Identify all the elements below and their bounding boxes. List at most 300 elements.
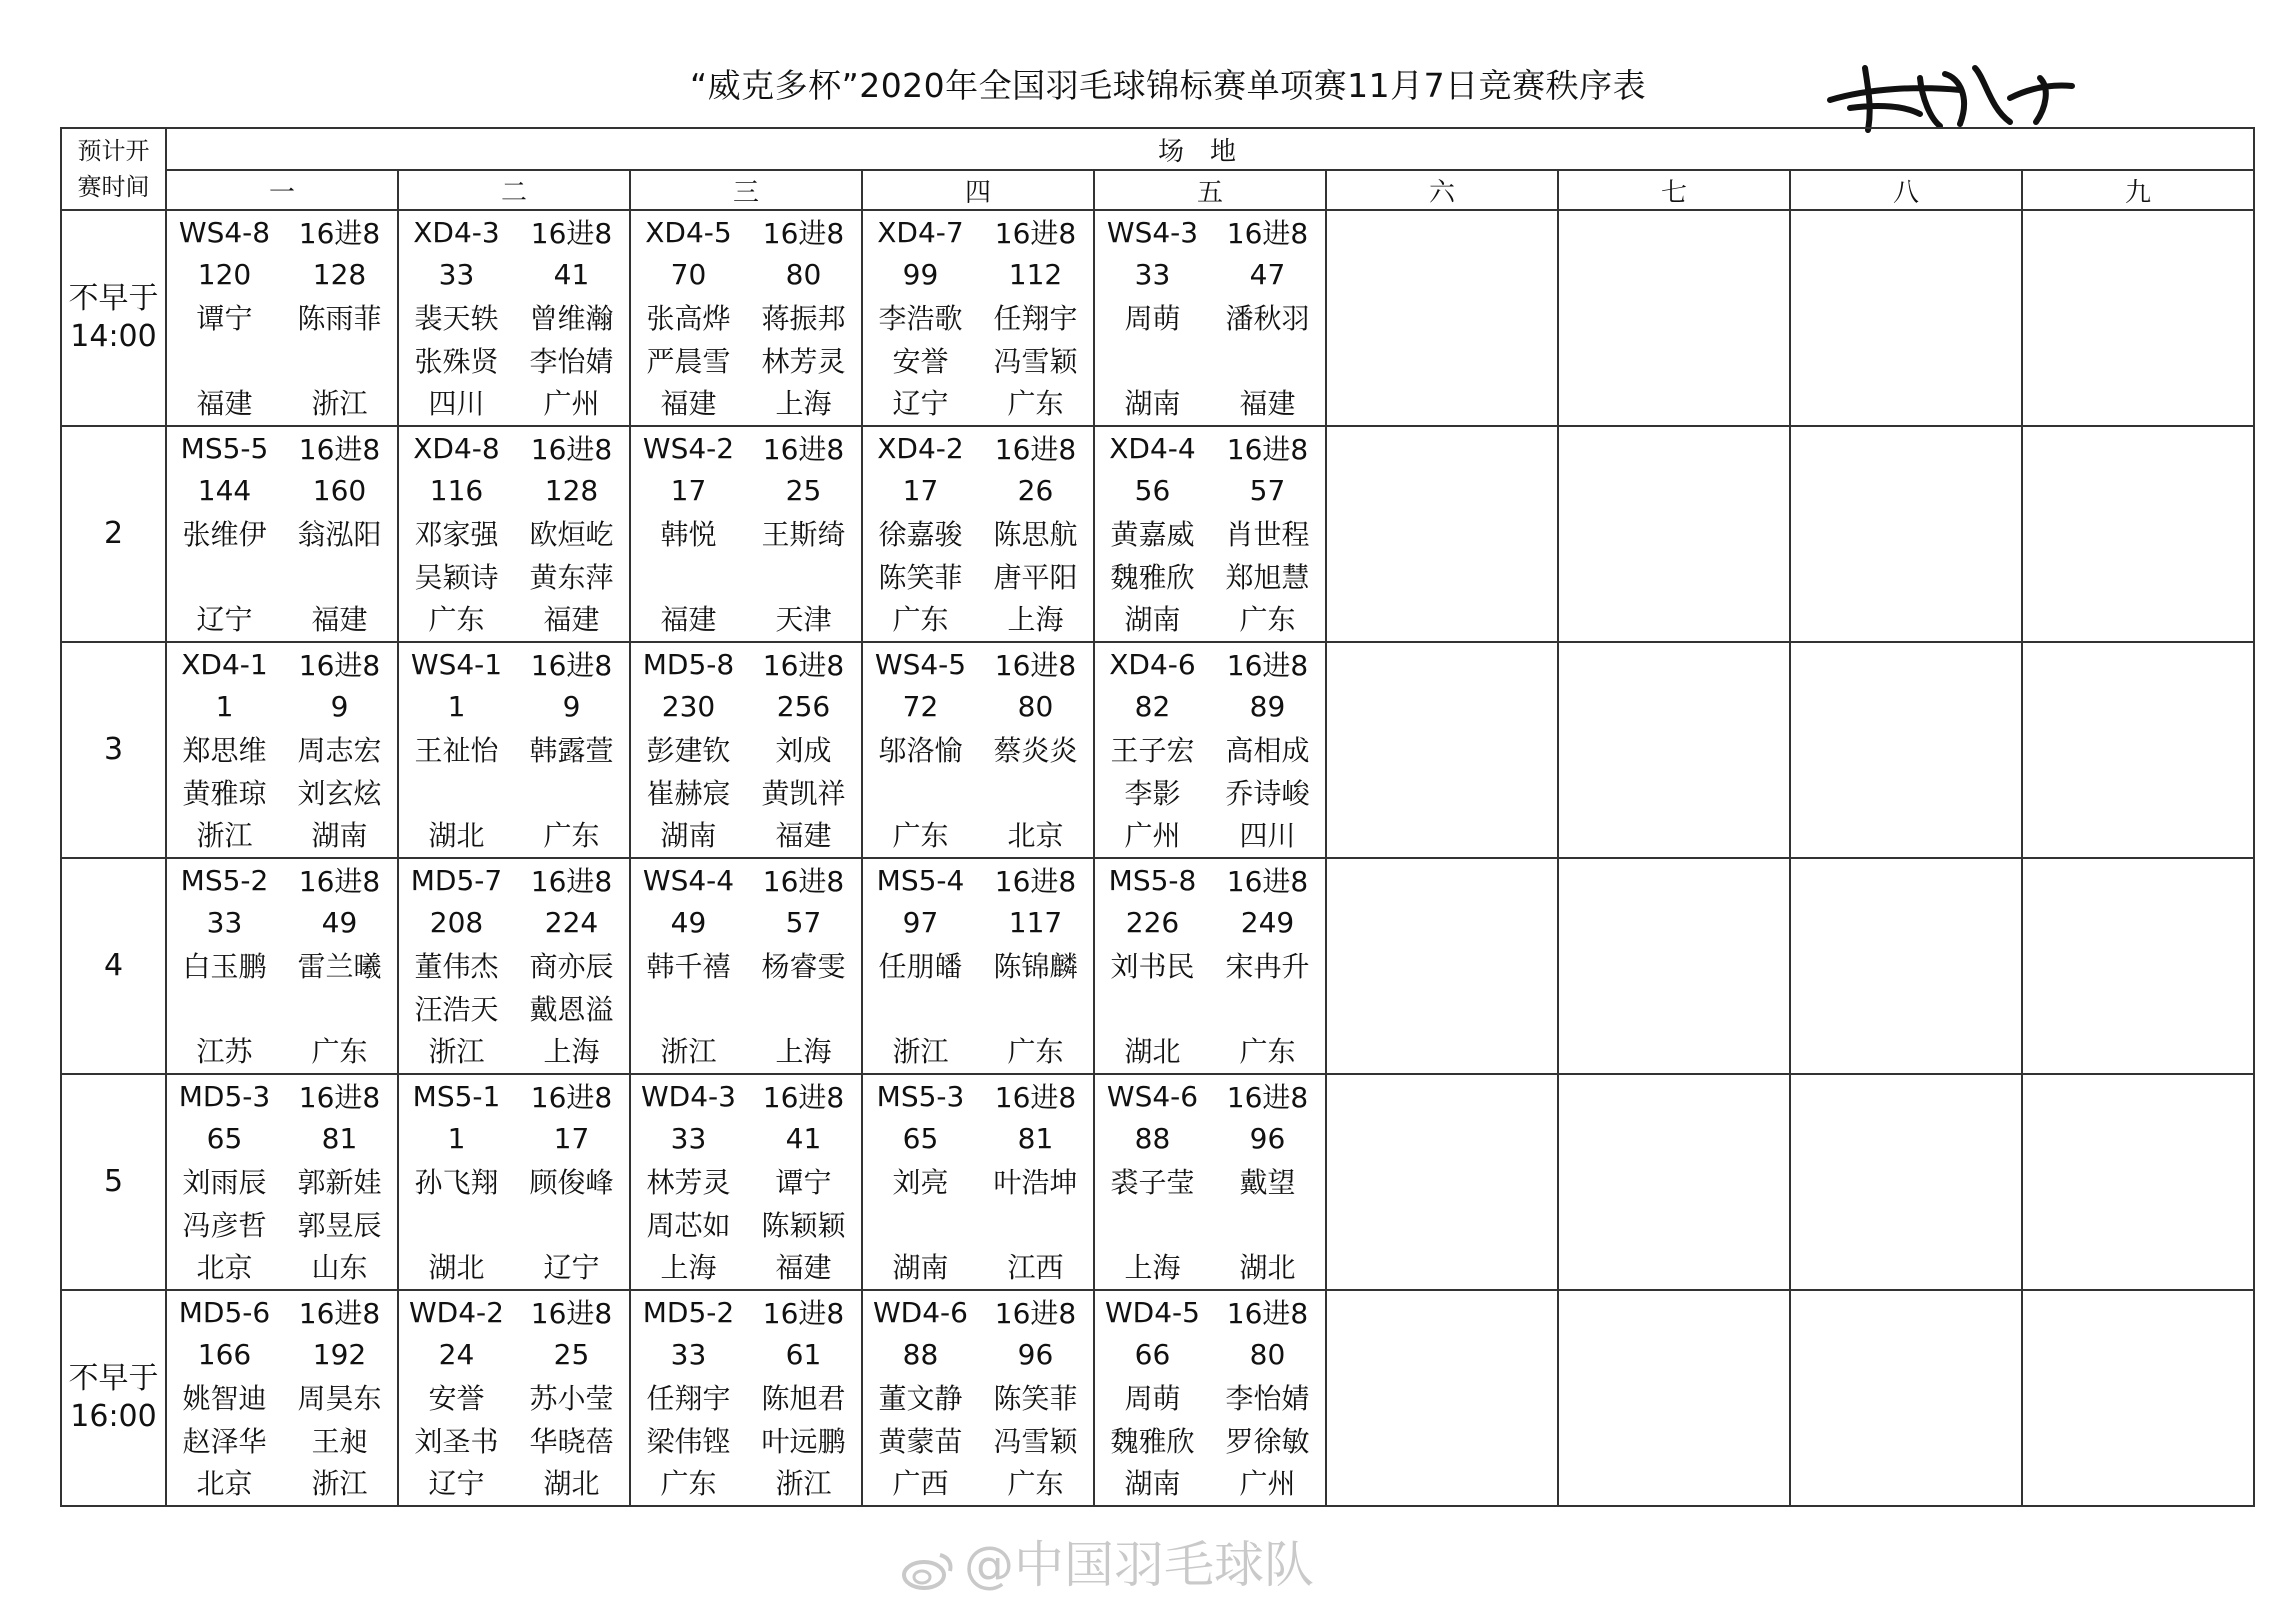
- player-row-1: [631, 1160, 861, 1203]
- seed-row: [399, 1334, 629, 1377]
- match-num1: 65: [902, 1122, 939, 1156]
- province-row: [167, 1245, 397, 1288]
- time-slot-cell: [61, 858, 166, 1074]
- match-num2: 26: [1017, 474, 1054, 508]
- player-row-1: [863, 1376, 1093, 1419]
- match-code: WS4-4: [642, 863, 735, 897]
- player-row-1: [167, 296, 397, 339]
- seed-row: [631, 254, 861, 297]
- match-num2: 192: [312, 1338, 367, 1372]
- match-p1b: 黄雅琼: [182, 776, 267, 810]
- province-row: [1095, 597, 1325, 640]
- match-p1b: 陈笑菲: [878, 560, 963, 594]
- player-row-2: [863, 555, 1093, 598]
- match-num2: 96: [1017, 1338, 1054, 1372]
- match-p2b: 叶远鹏: [761, 1424, 846, 1458]
- match-round: 16进8: [530, 217, 613, 251]
- time-slot-row: [61, 426, 2254, 642]
- match-num2: 25: [785, 474, 822, 508]
- match-p2a: 王斯绮: [761, 518, 846, 552]
- match-round: 16进8: [994, 433, 1077, 467]
- match-prov2: 广东: [311, 1035, 368, 1069]
- match-p1a: 李浩歌: [878, 302, 963, 336]
- province-row: [167, 813, 397, 856]
- match-p1a: 韩悦: [660, 518, 717, 552]
- match-p1a: 孙飞翔: [414, 1166, 499, 1200]
- court-header-6: 六: [1326, 170, 1558, 210]
- match-num2: 57: [1249, 474, 1286, 508]
- match-prov1: 四川: [428, 387, 485, 421]
- match-p2a: 陈雨菲: [297, 302, 382, 336]
- match-code: WD4-3: [641, 1079, 736, 1113]
- match-cell: [862, 1074, 1094, 1290]
- event-code-row: [167, 427, 397, 470]
- player-row-1: [631, 944, 861, 987]
- match-p2a: 陈笑菲: [993, 1382, 1078, 1416]
- match-code: WS4-5: [874, 647, 967, 681]
- match-num2: 80: [1249, 1338, 1286, 1372]
- player-row-1: [399, 1376, 629, 1419]
- court-header-8: 八: [1790, 170, 2022, 210]
- match-p1a: 刘雨辰: [182, 1166, 267, 1200]
- event-code-row: [1095, 1291, 1325, 1334]
- player-row-2: [1095, 771, 1325, 814]
- match-prov1: 湖南: [892, 1251, 949, 1285]
- match-p2a: 商亦辰: [529, 950, 614, 984]
- match-p2b: 华晓蓓: [529, 1424, 614, 1458]
- event-code-row: [631, 643, 861, 686]
- match-p2a: 欧烜屹: [529, 518, 614, 552]
- match-num2: 112: [1008, 258, 1063, 292]
- player-row-1: [399, 1160, 629, 1203]
- empty-court-cell: [1326, 426, 1558, 642]
- match-code: WD4-5: [1105, 1295, 1200, 1329]
- match-p1a: 刘亮: [892, 1166, 949, 1200]
- match-prov1: 上海: [1124, 1251, 1181, 1285]
- match-code: MS5-4: [876, 863, 965, 897]
- match-code: XD4-1: [181, 647, 268, 681]
- player-row-2: [631, 1203, 861, 1246]
- empty-court-cell: [1558, 858, 1790, 1074]
- match-prov1: 福建: [660, 387, 717, 421]
- match-code: WS4-8: [178, 215, 271, 249]
- player-row-2: [399, 339, 629, 382]
- time-slot-time-line2: 3: [103, 732, 124, 767]
- match-round: 16进8: [1226, 1081, 1309, 1115]
- event-code-row: [167, 1075, 397, 1118]
- match-num2: 128: [544, 474, 599, 508]
- seed-row: [399, 902, 629, 945]
- seed-row: [631, 902, 861, 945]
- match-cell: [630, 642, 862, 858]
- seed-row: [399, 1118, 629, 1161]
- player-row-2: [399, 771, 629, 814]
- match-p1a: 周萌: [1124, 1382, 1181, 1416]
- empty-court-cell: [1326, 210, 1558, 426]
- match-p2b: 冯雪颖: [993, 344, 1078, 378]
- player-row-2: [399, 1203, 629, 1246]
- match-prov2: 广东: [1007, 387, 1064, 421]
- province-row: [863, 1461, 1093, 1504]
- time-slot-row: [61, 210, 2254, 426]
- match-p2b: 郭昱辰: [297, 1208, 382, 1242]
- match-prov1: 湖北: [1124, 1035, 1181, 1069]
- match-cell: [630, 1290, 862, 1506]
- match-cell: [630, 1074, 862, 1290]
- match-num2: 41: [553, 258, 590, 292]
- match-p2b: 王昶: [311, 1424, 368, 1458]
- match-p2a: 戴望: [1239, 1166, 1296, 1200]
- province-row: [631, 597, 861, 640]
- player-row-2: [863, 1203, 1093, 1246]
- match-code: XD4-7: [877, 215, 964, 249]
- match-code: XD4-4: [1109, 431, 1196, 465]
- seed-row: [631, 1334, 861, 1377]
- player-row-1: [399, 944, 629, 987]
- seed-row: [1095, 1118, 1325, 1161]
- match-code: WS4-3: [1106, 215, 1199, 249]
- match-prov2: 山东: [311, 1251, 368, 1285]
- province-row: [1095, 813, 1325, 856]
- province-row: [863, 597, 1093, 640]
- match-prov2: 上海: [775, 1035, 832, 1069]
- player-row-2: [1095, 339, 1325, 382]
- match-cell: [398, 1074, 630, 1290]
- match-p2b: 冯雪颖: [993, 1424, 1078, 1458]
- match-p2b: 黄凯祥: [761, 776, 846, 810]
- player-row-1: [863, 944, 1093, 987]
- match-p2a: 宋冉升: [1225, 950, 1310, 984]
- player-row-2: [863, 771, 1093, 814]
- match-num2: 17: [553, 1122, 590, 1156]
- match-p1b: 黄蒙苗: [878, 1424, 963, 1458]
- player-row-1: [399, 296, 629, 339]
- match-num1: 230: [661, 690, 716, 724]
- match-round: 16进8: [762, 1297, 845, 1331]
- empty-court-cell: [1558, 210, 1790, 426]
- player-row-2: [631, 339, 861, 382]
- empty-court-cell: [1790, 1290, 2022, 1506]
- match-prov1: 福建: [660, 603, 717, 637]
- match-num1: 33: [206, 906, 243, 940]
- match-num1: 24: [438, 1338, 475, 1372]
- seed-row: [863, 1334, 1093, 1377]
- player-row-2: [167, 339, 397, 382]
- event-code-row: [167, 1291, 397, 1334]
- seed-row: [1095, 254, 1325, 297]
- match-round: 16进8: [762, 217, 845, 251]
- match-prov1: 广东: [660, 1467, 717, 1501]
- empty-court-cell: [2022, 858, 2254, 1074]
- match-cell: [166, 1290, 398, 1506]
- player-row-1: [167, 728, 397, 771]
- match-prov2: 广东: [543, 819, 600, 853]
- player-row-1: [631, 728, 861, 771]
- match-round: 16进8: [298, 433, 381, 467]
- match-prov2: 上海: [543, 1035, 600, 1069]
- match-code: MS5-3: [876, 1079, 965, 1113]
- seed-row: [863, 902, 1093, 945]
- match-round: 16进8: [1226, 865, 1309, 899]
- match-prov1: 湖南: [1124, 387, 1181, 421]
- match-p2a: 雷兰曦: [297, 950, 382, 984]
- match-p1b: 汪浩天: [414, 992, 499, 1026]
- player-row-1: [167, 512, 397, 555]
- match-p2b: 唐平阳: [993, 560, 1078, 594]
- match-code: XD4-2: [877, 431, 964, 465]
- match-code: MD5-8: [642, 647, 735, 681]
- match-code: MD5-6: [178, 1295, 271, 1329]
- match-p2a: 叶浩坤: [993, 1166, 1078, 1200]
- match-p1b: 崔赫宸: [646, 776, 731, 810]
- match-p1b: 李影: [1124, 776, 1181, 810]
- match-cell: [630, 858, 862, 1074]
- seed-row: [167, 686, 397, 729]
- match-prov2: 四川: [1239, 819, 1296, 853]
- match-code: MS5-2: [180, 863, 269, 897]
- match-cell: [862, 1290, 1094, 1506]
- match-num1: 49: [670, 906, 707, 940]
- match-p1a: 白玉鹏: [182, 950, 267, 984]
- time-slot-cell: [61, 642, 166, 858]
- player-row-2: [1095, 987, 1325, 1030]
- match-p1a: 彭建钦: [646, 734, 731, 768]
- match-round: 16进8: [1226, 649, 1309, 683]
- match-num2: 61: [785, 1338, 822, 1372]
- match-cell: [630, 426, 862, 642]
- match-round: 16进8: [762, 865, 845, 899]
- court-header-3: 三: [630, 170, 862, 210]
- match-prov1: 湖南: [1124, 603, 1181, 637]
- province-row: [1095, 381, 1325, 424]
- match-prov2: 浙江: [775, 1467, 832, 1501]
- match-cell: [862, 210, 1094, 426]
- empty-court-cell: [1790, 426, 2022, 642]
- match-num1: 33: [1134, 258, 1171, 292]
- watermark-text: @中国羽毛球队: [964, 1536, 1314, 1594]
- match-p1b: 周芯如: [646, 1208, 731, 1242]
- match-p1b: 张殊贤: [414, 344, 499, 378]
- match-num1: 70: [670, 258, 707, 292]
- court-header-row: [61, 170, 2254, 210]
- match-num2: 80: [785, 258, 822, 292]
- match-num1: 1: [215, 690, 234, 724]
- match-prov1: 北京: [196, 1251, 253, 1285]
- match-code: WS4-1: [410, 647, 503, 681]
- seed-row: [399, 686, 629, 729]
- seed-row: [631, 686, 861, 729]
- seed-row: [1095, 1334, 1325, 1377]
- match-cell: [1094, 426, 1326, 642]
- match-p2b: 戴恩溢: [529, 992, 614, 1026]
- match-p1a: 张高烨: [646, 302, 731, 336]
- time-slot-time-line2: 16:00: [70, 1399, 157, 1434]
- player-row-2: [631, 555, 861, 598]
- event-code-row: [399, 1291, 629, 1334]
- province-row: [399, 1029, 629, 1072]
- match-round: 16进8: [530, 1297, 613, 1331]
- match-num1: 97: [902, 906, 939, 940]
- player-row-2: [863, 1419, 1093, 1462]
- match-prov2: 福建: [775, 819, 832, 853]
- match-num2: 89: [1249, 690, 1286, 724]
- empty-court-cell: [1558, 1074, 1790, 1290]
- match-code: MS5-5: [180, 431, 269, 465]
- match-num1: 88: [902, 1338, 939, 1372]
- event-code-row: [399, 211, 629, 254]
- match-code: MD5-7: [410, 863, 503, 897]
- province-row: [863, 1029, 1093, 1072]
- player-row-1: [863, 512, 1093, 555]
- match-prov2: 天津: [775, 603, 832, 637]
- event-code-row: [631, 859, 861, 902]
- province-row: [1095, 1245, 1325, 1288]
- match-p1a: 董文静: [878, 1382, 963, 1416]
- match-p2a: 蒋振邦: [761, 302, 846, 336]
- event-code-row: [631, 1075, 861, 1118]
- match-num1: 17: [902, 474, 939, 508]
- match-num1: 88: [1134, 1122, 1171, 1156]
- event-code-row: [863, 643, 1093, 686]
- match-num2: 9: [330, 690, 349, 724]
- match-p2b: 林芳灵: [761, 344, 846, 378]
- seed-row: [863, 1118, 1093, 1161]
- match-cell: [1094, 1290, 1326, 1506]
- empty-court-cell: [1558, 426, 1790, 642]
- match-p2a: 苏小莹: [529, 1382, 614, 1416]
- match-prov2: 广州: [1239, 1467, 1296, 1501]
- province-row: [399, 1245, 629, 1288]
- match-round: 16进8: [762, 649, 845, 683]
- match-cell: [166, 642, 398, 858]
- player-row-2: [167, 987, 397, 1030]
- court-header-9: 九: [2022, 170, 2254, 210]
- match-round: 16进8: [530, 1081, 613, 1115]
- match-code: WS4-2: [642, 431, 735, 465]
- match-cell: [166, 858, 398, 1074]
- province-row: [1095, 1029, 1325, 1072]
- match-round: 16进8: [994, 1081, 1077, 1115]
- match-p2a: 潘秋羽: [1225, 302, 1310, 336]
- match-round: 16进8: [1226, 1297, 1309, 1331]
- match-num2: 81: [1017, 1122, 1054, 1156]
- match-p2a: 曾维瀚: [529, 302, 614, 336]
- match-round: 16进8: [994, 1297, 1077, 1331]
- match-num1: 1: [447, 690, 466, 724]
- match-num1: 82: [1134, 690, 1171, 724]
- match-prov2: 江西: [1007, 1251, 1064, 1285]
- match-num2: 81: [321, 1122, 358, 1156]
- match-prov1: 浙江: [428, 1035, 485, 1069]
- match-p1a: 任朋皤: [878, 950, 963, 984]
- match-p2a: 韩露萱: [529, 734, 614, 768]
- time-slot-row: [61, 642, 2254, 858]
- match-round: 16进8: [994, 865, 1077, 899]
- match-cell: [630, 210, 862, 426]
- match-prov1: 湖北: [428, 1251, 485, 1285]
- match-num2: 96: [1249, 1122, 1286, 1156]
- event-code-row: [399, 427, 629, 470]
- match-p1a: 裴天轶: [414, 302, 499, 336]
- province-row: [631, 813, 861, 856]
- match-p2b: 刘玄炫: [297, 776, 382, 810]
- match-prov2: 浙江: [311, 387, 368, 421]
- match-num2: 224: [544, 906, 599, 940]
- match-prov1: 江苏: [196, 1035, 253, 1069]
- match-p1b: 吴颖诗: [414, 560, 499, 594]
- province-row: [631, 1029, 861, 1072]
- match-p2a: 翁泓阳: [297, 518, 382, 552]
- player-row-2: [167, 1203, 397, 1246]
- player-row-2: [631, 987, 861, 1030]
- match-p1b: 赵泽华: [182, 1424, 267, 1458]
- time-slot-time-line2: 2: [103, 516, 124, 551]
- time-slot-cell: [61, 1290, 166, 1506]
- province-row: [631, 1245, 861, 1288]
- event-code-row: [863, 859, 1093, 902]
- player-row-1: [1095, 944, 1325, 987]
- match-p2b: 罗徐敏: [1225, 1424, 1310, 1458]
- player-row-1: [631, 512, 861, 555]
- match-code: MD5-2: [642, 1295, 735, 1329]
- province-row: [631, 381, 861, 424]
- match-p1a: 郑思维: [182, 734, 267, 768]
- match-prov2: 福建: [543, 603, 600, 637]
- player-row-1: [167, 944, 397, 987]
- match-prov2: 福建: [775, 1251, 832, 1285]
- event-code-row: [399, 859, 629, 902]
- empty-court-cell: [1326, 1074, 1558, 1290]
- player-row-2: [399, 987, 629, 1030]
- match-prov1: 广东: [892, 603, 949, 637]
- match-prov1: 湖北: [428, 819, 485, 853]
- match-p2a: 肖世程: [1225, 518, 1310, 552]
- player-row-2: [167, 1419, 397, 1462]
- player-row-1: [1095, 728, 1325, 771]
- event-code-row: [863, 1291, 1093, 1334]
- time-slot-time-line2: 4: [103, 948, 124, 983]
- match-cell: [398, 426, 630, 642]
- match-num2: 80: [1017, 690, 1054, 724]
- match-prov1: 浙江: [196, 819, 253, 853]
- match-p1a: 黄嘉威: [1110, 518, 1195, 552]
- seed-row: [167, 1334, 397, 1377]
- match-code: WD4-2: [409, 1295, 504, 1329]
- court-header-5: 五: [1094, 170, 1326, 210]
- time-slot-time-line1: 不早于: [68, 1361, 159, 1396]
- match-code: MD5-3: [178, 1079, 271, 1113]
- match-round: 16进8: [530, 433, 613, 467]
- empty-court-cell: [1790, 642, 2022, 858]
- player-row-1: [1095, 296, 1325, 339]
- player-row-1: [863, 1160, 1093, 1203]
- match-p2a: 杨睿雯: [761, 950, 846, 984]
- event-code-row: [1095, 211, 1325, 254]
- seed-row: [631, 1118, 861, 1161]
- match-cell: [166, 1074, 398, 1290]
- empty-court-cell: [2022, 642, 2254, 858]
- match-round: 16进8: [994, 649, 1077, 683]
- event-code-row: [863, 427, 1093, 470]
- event-code-row: [1095, 1075, 1325, 1118]
- match-p2b: 郑旭慧: [1225, 560, 1310, 594]
- match-prov2: 福建: [1239, 387, 1296, 421]
- match-cell: [398, 210, 630, 426]
- match-code: MS5-8: [1108, 863, 1197, 897]
- player-row-1: [399, 728, 629, 771]
- match-p2b: 乔诗峻: [1225, 776, 1310, 810]
- match-cell: [1094, 858, 1326, 1074]
